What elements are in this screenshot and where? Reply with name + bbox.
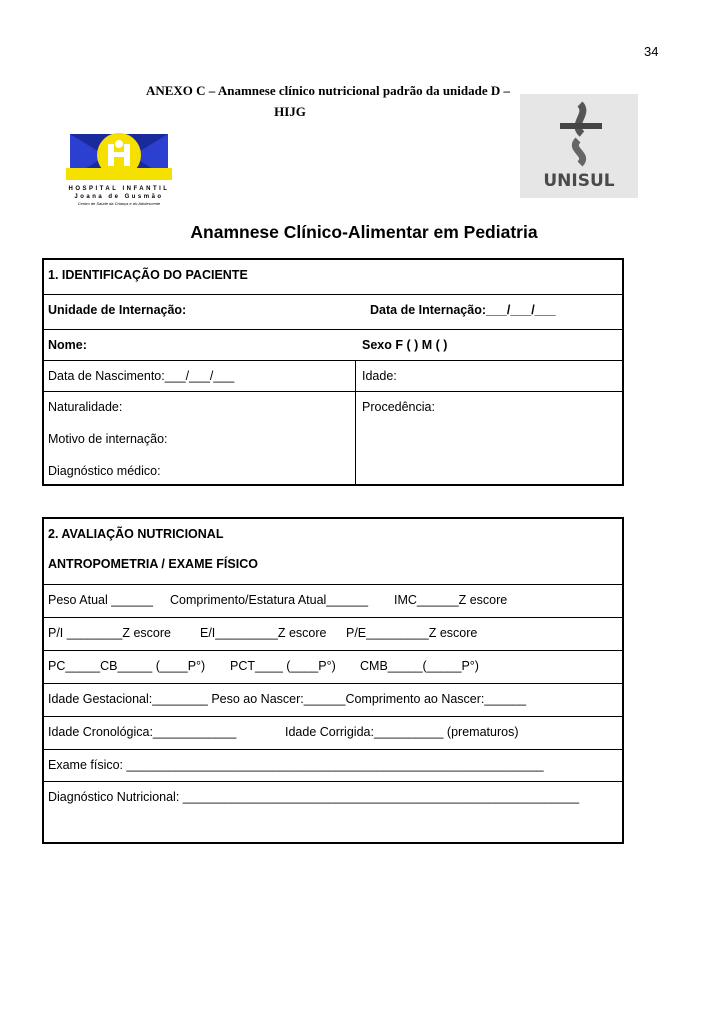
idade-label: Idade: [362, 369, 397, 383]
patient-identification-section [42, 258, 624, 486]
hospital-emblem-icon [66, 132, 172, 180]
unidade-label: Unidade de Internação: [48, 303, 187, 317]
nutritional-assessment-section [42, 517, 624, 844]
nutritional-diagnosis-row [44, 782, 622, 842]
section1-header: 1. IDENTIFICAÇÃO DO PACIENTE [48, 268, 248, 282]
exame-fisico-field: Exame físico: ____________________________________________________________ [48, 758, 544, 772]
data-internacao-field: Data de Internação:___/___/___ [370, 303, 556, 317]
form-title: Anamnese Clínico-Alimentar em Pediatria [190, 222, 538, 242]
age-row [44, 717, 622, 750]
idade-cronologica-field: Idade Cronológica:____________ [48, 725, 237, 739]
section2-header-row [44, 519, 622, 585]
hospital-logo-line2: Joana de Gusmão [74, 194, 164, 200]
pc-cb-field: PC_____CB_____ (____P°) [48, 659, 206, 673]
hospital-logo [66, 132, 172, 206]
measures-row [44, 651, 622, 684]
physical-exam-row [44, 750, 622, 782]
zscore-row [44, 618, 622, 651]
pe-field: P/E_________Z escore [346, 626, 478, 640]
gestational-row [44, 684, 622, 717]
peso-atual-field: Peso Atual ______ [48, 593, 153, 607]
unisul-emblem-icon [520, 94, 638, 198]
section2-subheader: ANTROPOMETRIA / EXAME FÍSICO [48, 557, 258, 571]
annex-title-line1: ANEXO C – Anamnese clínico nutricional padrão da unidade D – [145, 83, 511, 98]
naturalidade-label: Naturalidade: [48, 400, 123, 414]
weight-row [44, 585, 622, 618]
unit-row [44, 295, 622, 330]
unisul-logo-text: UNISUL [543, 171, 615, 191]
ei-field: E/I_________Z escore [200, 626, 327, 640]
idade-corrigida-field: Idade Corrigida:__________ (prematuros) [285, 725, 519, 739]
nascimento-field: Data de Nascimento:___/___/___ [48, 369, 235, 383]
name-row [44, 330, 622, 361]
hospital-logo-line1: HOSPITAL INFANTIL [68, 186, 170, 192]
motivo-label: Motivo de internação: [48, 432, 168, 446]
sexo-field: Sexo F ( ) M ( ) [362, 338, 448, 352]
origin-row [44, 392, 622, 484]
nome-label: Nome: [48, 338, 87, 352]
annex-title-line2: HIJG [274, 104, 306, 119]
procedencia-label: Procedência: [362, 400, 435, 414]
hospital-logo-line3: Centro de Saúde da Criança e do Adolescente [77, 201, 161, 206]
imc-field: IMC______Z escore [394, 593, 508, 607]
pct-field: PCT____ (____P°) [230, 659, 336, 673]
section2-header: 2. AVALIAÇÃO NUTRICIONAL [48, 527, 224, 541]
comprimento-field: Comprimento/Estatura Atual______ [170, 593, 369, 607]
cmb-field: CMB_____(_____P°) [360, 659, 479, 673]
section1-header-row [44, 260, 622, 295]
gestacional-field: Idade Gestacional:________ Peso ao Nascer:______Comprimento ao Nascer:______ [48, 692, 527, 706]
birth-row [44, 361, 622, 392]
diagnostico-label: Diagnóstico médico: [48, 464, 161, 478]
pi-field: P/I ________Z escore [48, 626, 171, 640]
page-number: 34 [644, 44, 659, 59]
unisul-logo [520, 94, 638, 198]
diagnostico-nutricional-field: Diagnóstico Nutricional: _________________________________________________________ [48, 790, 580, 804]
